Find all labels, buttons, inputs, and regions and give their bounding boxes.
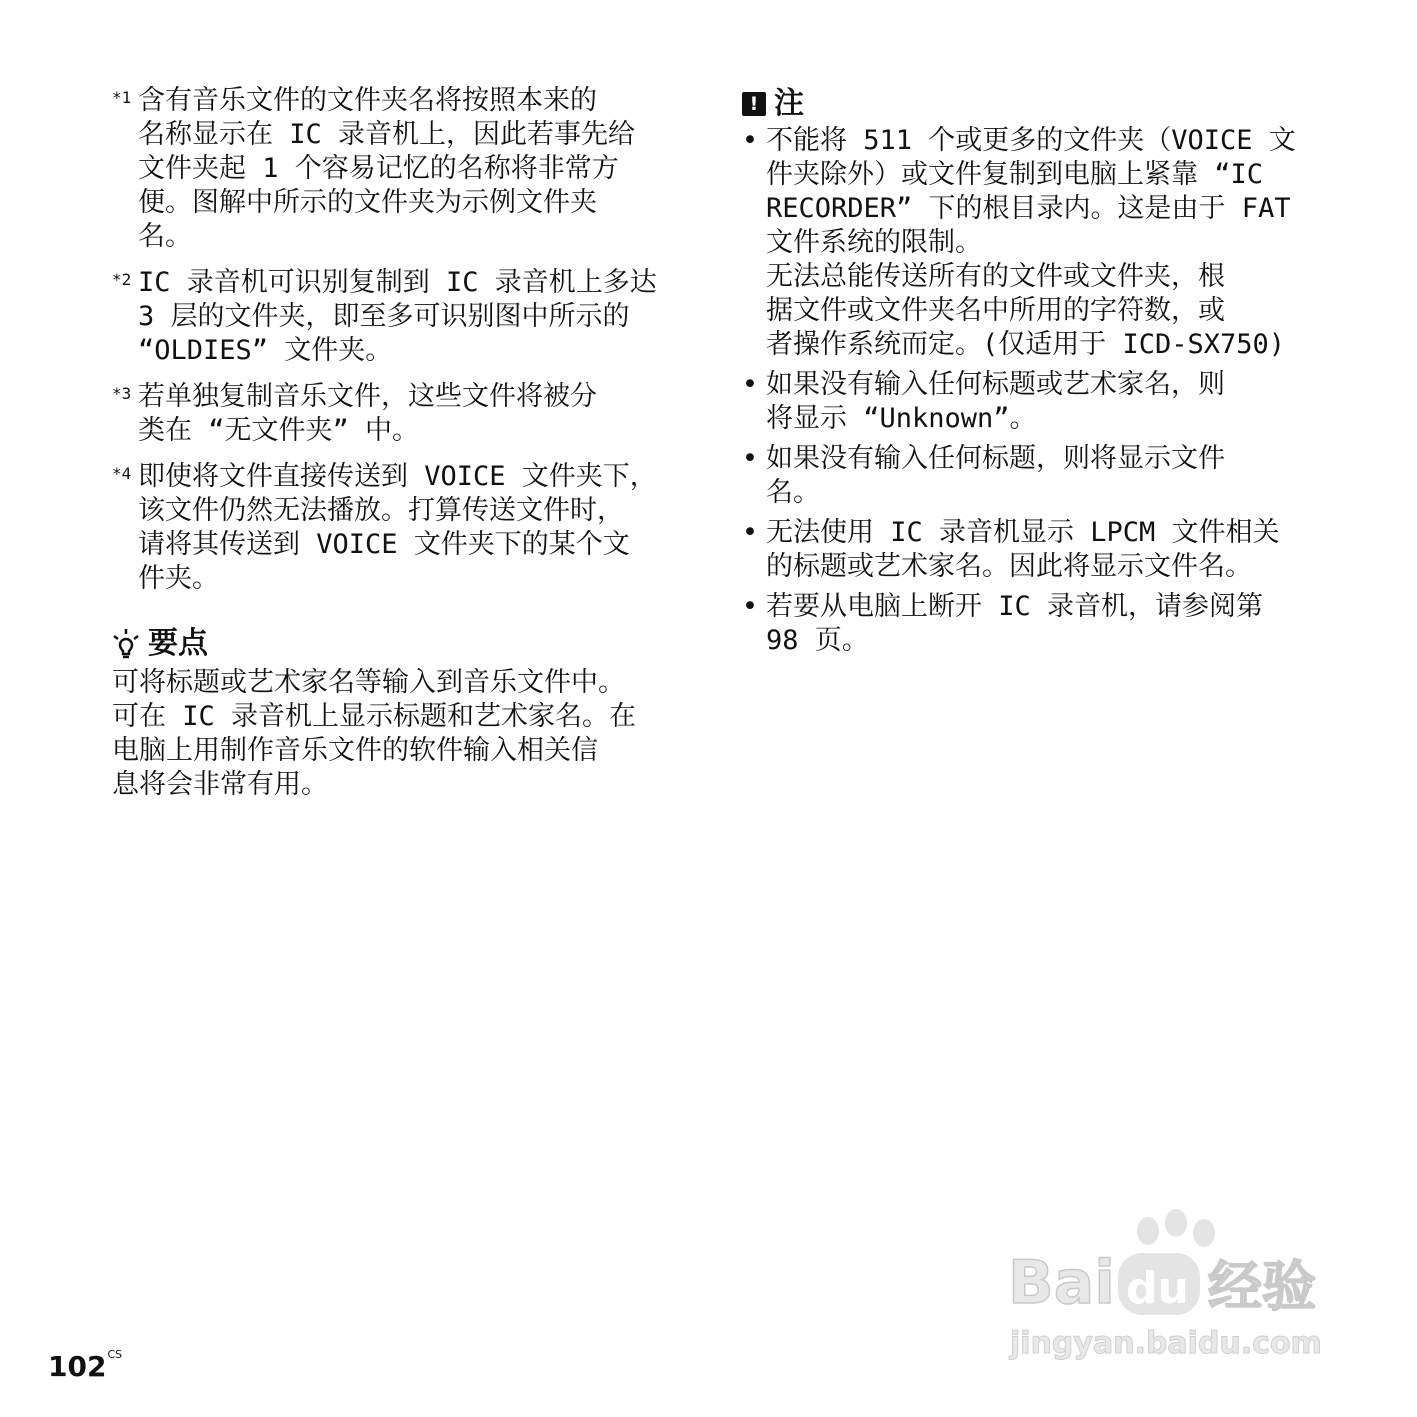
note-line: 如果没有输入任何标题，则将显示文件 (766, 443, 1225, 474)
tips-line: 可将标题或艺术家名等输入到音乐文件中。 (112, 667, 625, 698)
footnote-line: 3 层的文件夹，即至多可识别图中所示的 (138, 301, 630, 332)
note-line: 无法总能传送所有的文件或文件夹，根 (766, 261, 1225, 292)
warning-note-icon: ! (742, 92, 766, 116)
footnote-line: 该文件仍然无法播放。打算传送文件时， (138, 495, 624, 526)
footnote-line: 件夹。 (138, 563, 219, 594)
paw-logo-icon (1137, 1209, 1215, 1247)
footnote-line: 名称显示在 IC 录音机上，因此若事先给 (138, 119, 636, 150)
watermark-brand-cn: 经验 (1208, 1255, 1316, 1318)
footnote-line: “OLDIES” 文件夹。 (138, 335, 393, 366)
lightbulb-icon (112, 629, 140, 659)
footnote-line: 若单独复制音乐文件，这些文件将被分 (138, 381, 597, 412)
page-number (48, 1347, 123, 1383)
footnote (112, 380, 672, 448)
page-number-suffix: CS (107, 1347, 123, 1361)
right-column (742, 84, 1312, 664)
watermark-brand-du: du (1126, 1263, 1189, 1314)
bullet-icon: • (742, 443, 758, 474)
note-line: 件夹除外）或文件复制到电脑上紧靠 “IC (766, 159, 1264, 190)
note-item (742, 442, 1312, 510)
note-item (742, 516, 1312, 584)
footnote-mark: *1 (112, 88, 132, 107)
tips-body (112, 666, 672, 802)
baidu-jingyan-watermark (1000, 1205, 1340, 1370)
note-line: 文件系统的限制。 (766, 227, 982, 258)
note-line: 的标题或艺术家名。因此将显示文件名。 (766, 551, 1252, 582)
footnote (112, 84, 672, 254)
tips-line: 电脑上用制作音乐文件的软件输入相关信 (112, 735, 598, 766)
notes-heading (742, 84, 1312, 124)
bullet-icon: • (742, 369, 758, 400)
footnote-line: 请将其传送到 VOICE 文件夹下的某个文 (138, 529, 630, 560)
tips-heading (112, 624, 672, 664)
watermark-brand-latin: Bai (1008, 1248, 1115, 1318)
watermark-url: jingyan.baidu.com (1010, 1326, 1322, 1361)
note-line: 若要从电脑上断开 IC 录音机，请参阅第 (766, 591, 1264, 622)
bullet-icon: • (742, 591, 758, 622)
note-line: 名。 (766, 477, 820, 508)
note-line: 98 页。 (766, 625, 869, 656)
note-item (742, 590, 1312, 658)
note-line: 如果没有输入任何标题或艺术家名，则 (766, 369, 1225, 400)
note-line: 无法使用 IC 录音机显示 LPCM 文件相关 (766, 517, 1280, 548)
note-line: 不能将 511 个或更多的文件夹（VOICE 文 (766, 125, 1296, 156)
note-item (742, 368, 1312, 436)
page-number-value: 102 (48, 1350, 107, 1383)
tips-line: 可在 IC 录音机上显示标题和艺术家名。在 (112, 701, 637, 732)
tips-section (112, 624, 672, 802)
tips-title: 要点 (148, 626, 208, 661)
footnote-line: 名。 (138, 221, 192, 252)
footnote-line: 含有音乐文件的文件夹名将按照本来的 (138, 85, 597, 116)
footnote-mark: *3 (112, 384, 132, 403)
footnote-line: 类在 “无文件夹” 中。 (138, 415, 420, 446)
note-line: 者操作系统而定。(仅适用于 ICD-SX750) (766, 329, 1286, 360)
footnote-line: 便。图解中所示的文件夹为示例文件夹 (138, 187, 597, 218)
footnote (112, 460, 672, 596)
note-line: 据文件或文件夹名中所用的字符数，或 (766, 295, 1225, 326)
note-line: RECORDER” 下的根目录内。这是由于 FAT (766, 193, 1291, 224)
footnote-line: 文件夹起 1 个容易记忆的名称将非常方 (138, 153, 619, 184)
footnotes (112, 84, 672, 596)
footnote-mark: *2 (112, 270, 132, 289)
notes-list (742, 124, 1312, 658)
bullet-icon: • (742, 125, 758, 156)
footnote-line: 即使将文件直接传送到 VOICE 文件夹下， (138, 461, 657, 492)
bullet-icon: • (742, 517, 758, 548)
footnote (112, 266, 672, 368)
note-item (742, 124, 1312, 362)
footnote-line: IC 录音机可识别复制到 IC 录音机上多达 (138, 267, 657, 298)
tips-line: 息将会非常有用。 (112, 769, 328, 800)
left-column (112, 84, 672, 802)
footnote-mark: *4 (112, 464, 132, 483)
note-line: 将显示 “Unknown”。 (766, 403, 1037, 434)
notes-title: 注 (774, 86, 804, 121)
